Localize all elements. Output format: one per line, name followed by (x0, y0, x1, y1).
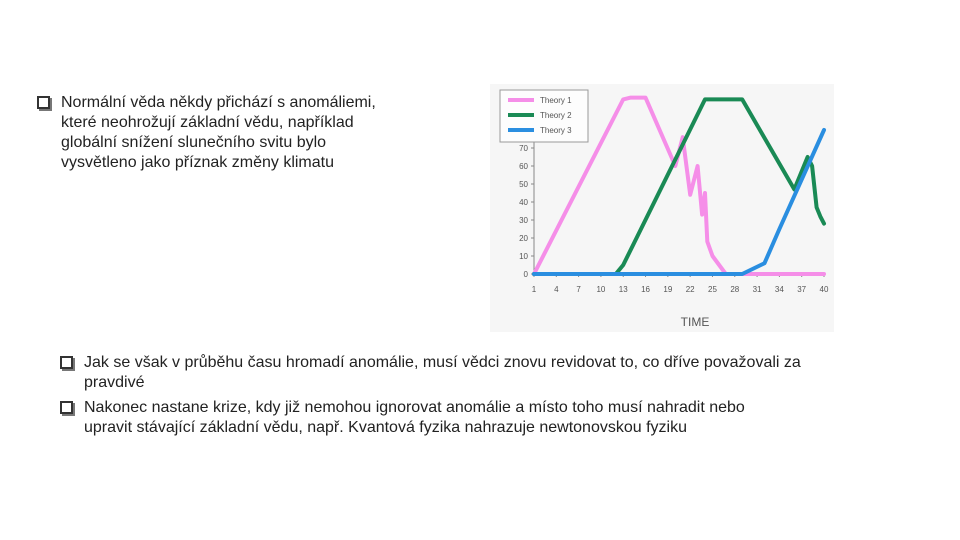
bullet-text: Normální věda někdy přichází s anomáliemi, které neohrožují základní vědu, například globální snížení slunečního svitu bylo vysvětleno jako příznak změny klimatu (61, 94, 376, 171)
y-tick-label: 70 (519, 144, 528, 153)
x-tick-label: 25 (708, 285, 717, 294)
x-tick-label: 22 (685, 285, 695, 294)
bullet-item (37, 93, 457, 173)
x-tick-label: 16 (641, 285, 650, 294)
y-tick-label: 0 (523, 270, 528, 279)
x-tick-label: 40 (819, 285, 829, 294)
bullet-item (60, 398, 920, 438)
x-tick-label: 28 (730, 285, 740, 294)
checkbox-bullet-icon (37, 96, 50, 109)
bullet-text: Jak se však v průběhu času hromadí anomálie, musí vědci znovu revidovat to, co dříve považovali za pravdivé (84, 354, 801, 391)
y-tick-label: 40 (519, 198, 528, 207)
bottom-bullet-list (60, 353, 920, 443)
x-tick-label: 4 (554, 285, 559, 294)
checkbox-bullet-icon (60, 356, 73, 369)
x-tick-label: 19 (663, 285, 673, 294)
y-tick-label: 60 (519, 162, 528, 171)
checkbox-bullet-icon (60, 401, 73, 414)
legend-label: Theory 1 (540, 96, 572, 105)
bullet-text: Nakonec nastane krize, kdy již nemohou ignorovat anomálie a místo toho musí nahradit nebo upravit stávající základní vědu, např. Kvantová fyzika nahrazuje newtonovskou fyziku (84, 399, 745, 436)
chart-svg (490, 84, 834, 332)
theory-timeline-chart (490, 84, 834, 332)
legend-label: Theory 3 (540, 126, 572, 135)
legend-label: Theory 2 (540, 111, 572, 120)
bullet-item (60, 353, 920, 393)
y-tick-label: 20 (519, 234, 528, 243)
x-tick-label: 1 (531, 285, 537, 294)
y-tick-label: 30 (519, 216, 528, 225)
x-tick-label: 7 (576, 285, 581, 294)
x-tick-label: 34 (774, 285, 784, 294)
y-tick-label: 10 (519, 252, 528, 261)
top-bullet-list (37, 93, 457, 173)
x-tick-label: 13 (618, 285, 628, 294)
y-tick-label: 50 (519, 180, 528, 189)
x-axis-label: TIME (680, 315, 710, 329)
x-tick-label: 37 (797, 285, 807, 294)
x-tick-label: 10 (596, 285, 606, 294)
x-tick-label: 31 (752, 285, 762, 294)
